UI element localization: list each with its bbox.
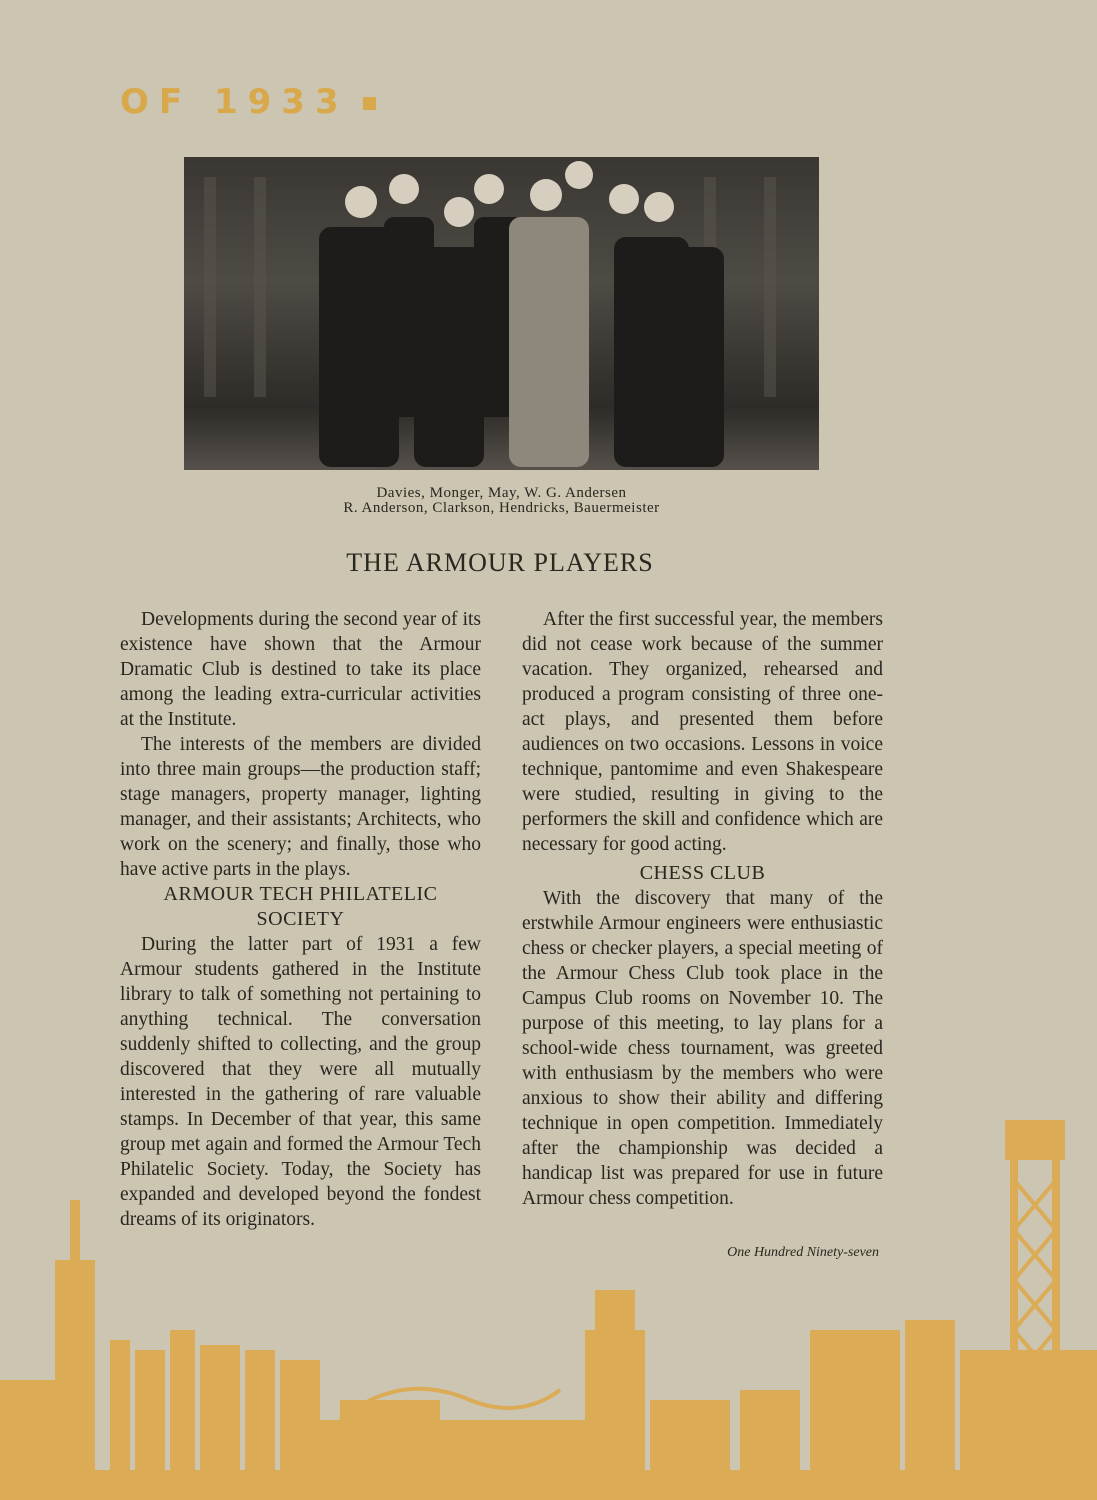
page-number: One Hundred Ninety-seven	[727, 1245, 879, 1260]
paragraph: During the latter part of 1931 a few Armour students gathered in the Institute library to talk of something not pertaining to anything technical. The conversation suddenly shifted to collecting, and the group discovered that they were all mutually interested in the gathering of rare valuable stamps. In December of that year, this same group met again and formed the Armour Tech Philatelic Society. Today, the Society has expanded and developed beyond the fondest dreams of its originators.	[120, 934, 481, 1230]
square-ornament-icon	[363, 97, 376, 110]
section-heading-philatelic: ARMOUR TECH PHILATELIC SOCIETY	[163, 883, 438, 930]
paragraph: With the discovery that many of the erstwhile Armour engineers were enthusiastic chess or checker players, a special meeting of the Armour Chess Club took place in the Campus Club rooms on November 10. The purpose of this meeting, to lay plans for a school-wide chess tournament, was greeted with enthusiasm by the members who were anxious to show their ability and differing technique in open competition. Immediately after the championship was decided a handicap list was prepared for use in future Armour chess competition.	[522, 888, 883, 1209]
section-heading-chess: CHESS CLUB	[639, 862, 766, 884]
group-photo-figures	[184, 157, 819, 470]
paragraph: Developments during the second year of its existence have shown that the Armour Dramatic Club is destined to take its place among the leading extra-curricular activities at the Institute.	[120, 609, 481, 730]
photo-caption	[184, 486, 819, 516]
paragraph: After the first successful year, the members did not cease work because of the summer vacation. They organized, rehearsed and produced a program consisting of three one-act plays, and presented them before audiences on two occasions. Lessons in voice technique, pantomime and even Shakespeare were studied, resulting in giving to the performers the skill and confidence which are necessary for good acting.	[522, 609, 883, 855]
paragraph: The interests of the members are divided into three main groups—the production staff; stage managers, property manager, lighting manager, and their assistants; Architects, who work on the scenery; and finally, those who have active parts in the plays.	[120, 734, 481, 880]
header-text: OF 1933	[120, 82, 349, 122]
group-photo	[184, 157, 819, 470]
skyline-illustration	[0, 1100, 1097, 1500]
caption-line-1: Davies, Monger, May, W. G. Andersen	[376, 485, 627, 501]
caption-line-2: R. Anderson, Clarkson, Hendricks, Bauermeister	[343, 500, 660, 516]
page-header	[120, 82, 376, 122]
page-title: THE ARMOUR PLAYERS	[346, 548, 654, 577]
